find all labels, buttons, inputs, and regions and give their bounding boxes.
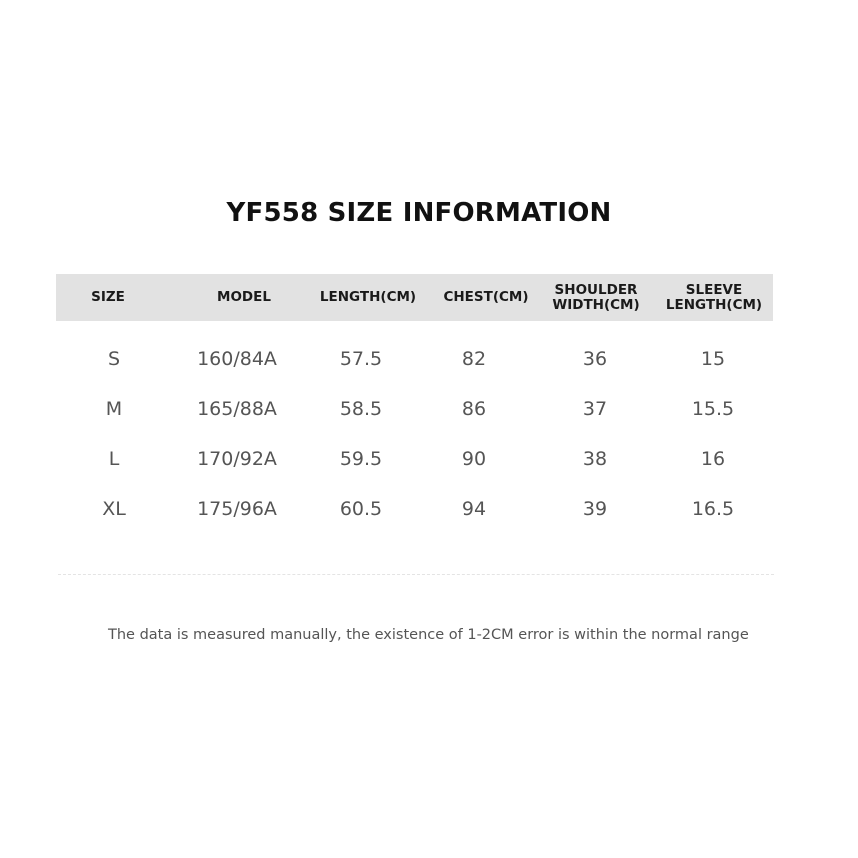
cell-model: 160/84A: [197, 348, 277, 370]
header-size: SIZE: [91, 289, 125, 305]
cell-model: 170/92A: [197, 448, 277, 470]
measurement-note: The data is measured manually, the existence of 1-2CM error is within the normal range: [108, 627, 749, 643]
cell-sleeve-length: 15: [700, 348, 726, 370]
cell-shoulder-width: 39: [582, 498, 608, 520]
cell-length: 58.5: [339, 398, 383, 420]
cell-sleeve-length: 16.5: [691, 498, 735, 520]
table-row: [0, 494, 858, 524]
cell-model: 165/88A: [197, 398, 277, 420]
cell-chest: 94: [461, 498, 487, 520]
header-chest: CHEST(CM): [443, 289, 529, 305]
cell-chest: 82: [461, 348, 487, 370]
table-row: [0, 344, 858, 374]
cell-shoulder-width: 37: [582, 398, 608, 420]
cell-size: XL: [102, 498, 126, 520]
cell-shoulder-width: 36: [582, 348, 608, 370]
cell-size: M: [105, 398, 123, 420]
header-model: MODEL: [217, 289, 271, 305]
cell-chest: 90: [461, 448, 487, 470]
header-sleeve-length: SLEEVE LENGTH(CM): [665, 281, 763, 313]
table-row: [0, 444, 858, 474]
table-header: [56, 274, 773, 321]
cell-length: 59.5: [339, 448, 383, 470]
cell-sleeve-length: 16: [700, 448, 726, 470]
table-row: [0, 394, 858, 424]
cell-length: 60.5: [339, 498, 383, 520]
header-shoulder-width: SHOULDER WIDTH(CM): [552, 281, 640, 313]
cell-length: 57.5: [339, 348, 383, 370]
cell-size: L: [108, 448, 120, 470]
cell-model: 175/96A: [197, 498, 277, 520]
dashed-divider: [58, 574, 774, 575]
header-length: LENGTH(CM): [319, 289, 417, 305]
cell-sleeve-length: 15.5: [691, 398, 735, 420]
page-title: YF558 SIZE INFORMATION: [226, 198, 612, 228]
cell-shoulder-width: 38: [582, 448, 608, 470]
cell-size: S: [107, 348, 121, 370]
cell-chest: 86: [461, 398, 487, 420]
